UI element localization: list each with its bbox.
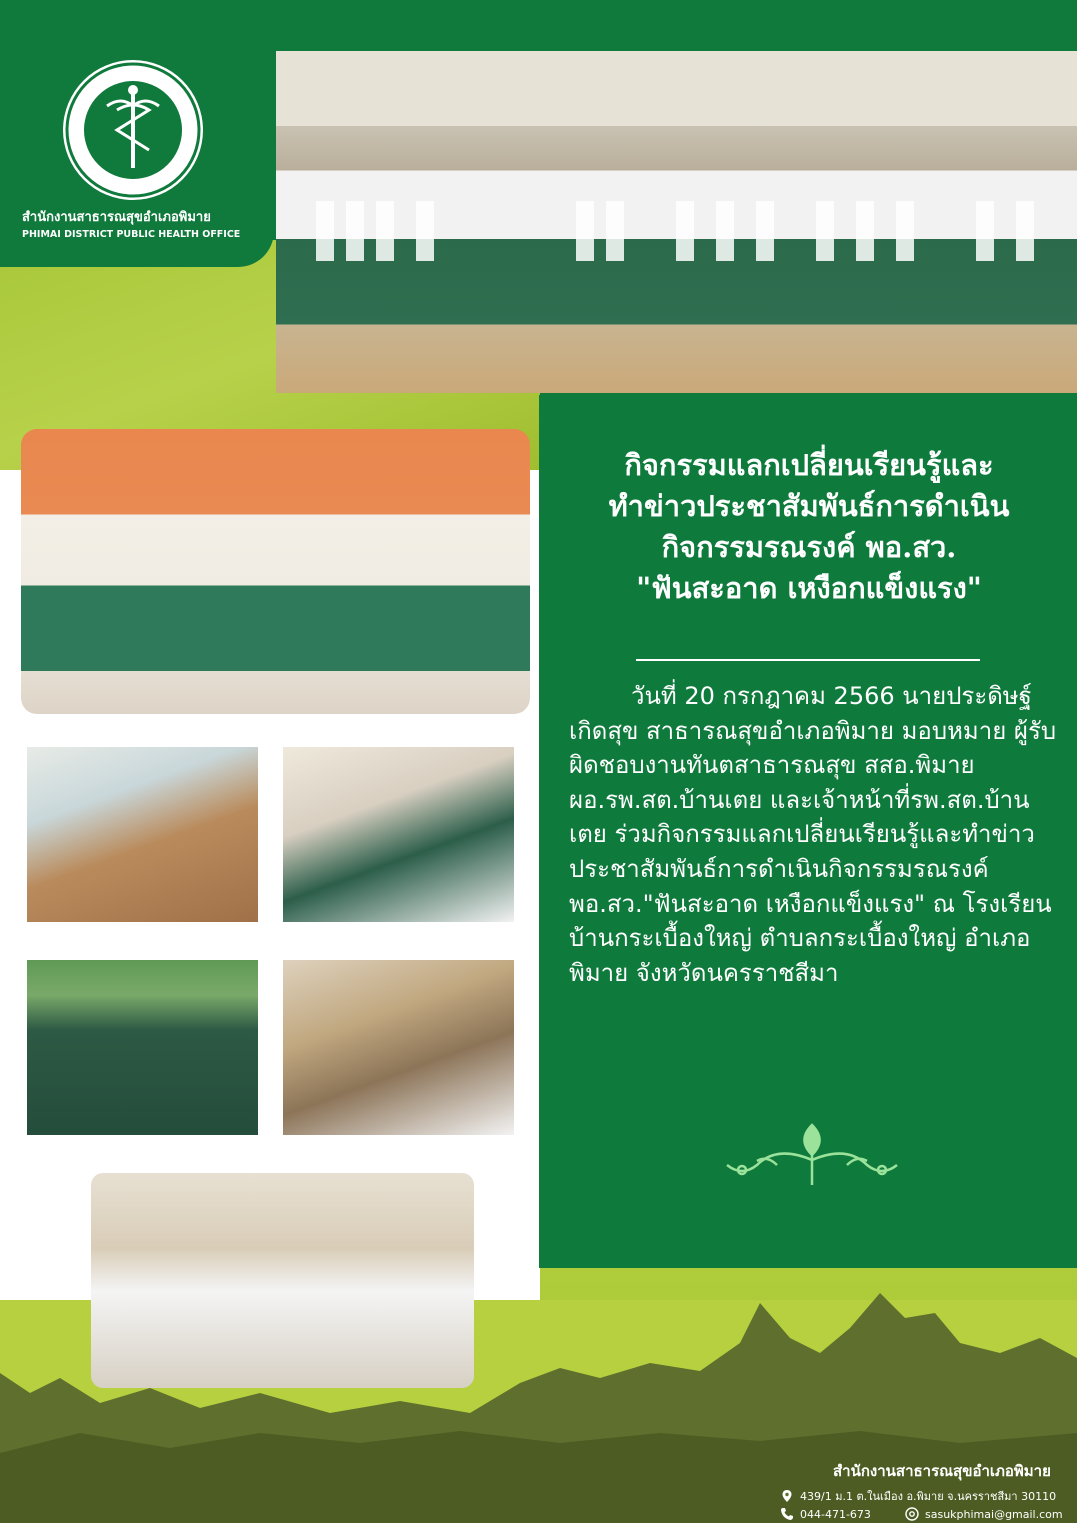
main-group-photo (276, 51, 1077, 393)
logo-ring-icon (63, 60, 203, 200)
phone-icon (780, 1507, 794, 1521)
phone-text: 044-471-673 (800, 1507, 871, 1521)
scouts-activity-photo (283, 960, 514, 1135)
location-pin-icon (780, 1489, 794, 1503)
article-panel (539, 395, 1077, 1268)
email-text[interactable]: sasukphimai@gmail.com (925, 1507, 1063, 1521)
title-line: "ฟันสะอาด เหงือกแข็งแรง" (636, 571, 982, 605)
address-text: 439/1 ม.1 ต.ในเมือง อ.พิมาย จ.นครราชสีมา 30110 (800, 1490, 1057, 1503)
office-name-thai: สำนักงานสาธารณสุขอำเภอพิมาย (22, 210, 211, 225)
ministry-logo (63, 60, 203, 200)
title-line: กิจกรรมรณรงค์ พอ.สว. (661, 530, 957, 564)
article-title (554, 445, 1064, 609)
footer-email (905, 1507, 1077, 1521)
article-body: วันที่ 20 กรกฎาคม 2566 นายประดิษฐ์ เกิดสุข สาธารณสุขอำเภอพิมาย มอบหมาย ผู้รับผิดชอบงานทันตสาธารณสุข สสอ.พิมาย ผอ.รพ.สต.บ้านเตย และเจ้าหน้าที่รพ.สต.บ้านเตย ร่วมกิจกรรมแลกเปลี่ยนเรียนรู้และทำข่าวประชาสัมพันธ์การดำเนินกิจกรรมรณรงค์ พอ.สว."ฟันสะอาด เหงือกแข็งแรง" ณ โรงเรียนบ้านกระเบื้องใหญ่ ตำบลกระเบื้องใหญ่ อำเภอพิมาย จังหวัดนครราชสีมา (569, 682, 1057, 987)
office-name-english: PHIMAI DISTRICT PUBLIC HEALTH OFFICE (22, 229, 241, 240)
title-line: ทำข่าวประชาสัมพันธ์การดำเนิน (608, 489, 1010, 523)
logo-block (0, 43, 274, 267)
dental-check-photo (283, 747, 514, 922)
ornament-icon (717, 1115, 907, 1190)
meeting-room-photo (27, 747, 258, 922)
students-toothbrush-photo (27, 960, 258, 1135)
title-divider (636, 659, 980, 661)
title-line: กิจกรรมแลกเปลี่ยนเรียนรู้และ (624, 448, 994, 482)
group-photo-indoor (21, 429, 530, 714)
footer-phone (780, 1507, 900, 1521)
at-sign-icon (905, 1507, 919, 1521)
footer-office-name: สำนักงานสาธารณสุขอำเภอพิมาย (833, 1462, 1051, 1480)
footer-address (780, 1487, 1077, 1505)
